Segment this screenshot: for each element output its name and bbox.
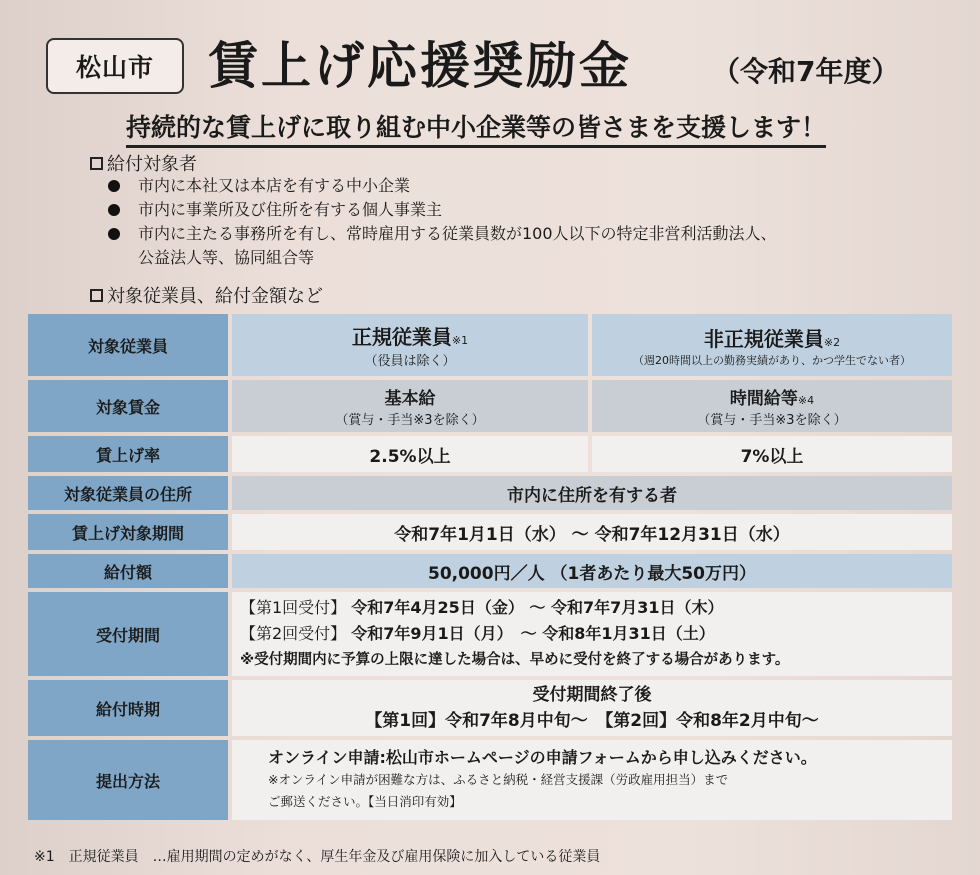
page-title: 賃上げ応援奨励金 [208, 36, 632, 95]
bullet-icon [108, 204, 120, 216]
cell-value: 【第1回受付】 令和7年4月25日（金） ～ 令和7年7月31日（木） 【第2回受付】 令和7年9月1日（月） ～ 令和8年1月31日（土） ※受付期間内に予算の上限に達した場合は、早めに受付を終了する場合があります。 [232, 592, 952, 676]
benefit-table [28, 314, 958, 824]
cell-nonregular: 時間給等※4 （賞与・手当※3を除く） [592, 380, 952, 432]
row-header: 賃上げ率 [28, 436, 228, 472]
cell-value: 市内に住所を有する者 [232, 476, 952, 510]
section-amount-heading [90, 282, 323, 308]
fiscal-year: （令和7年度） [712, 55, 900, 88]
checkbox-icon [90, 289, 103, 302]
list-item-continuation: 公益法人等、協同組合等 [138, 248, 315, 267]
bullet-icon [108, 180, 120, 192]
cell-regular: 正規従業員※1 （役員は除く） [232, 314, 588, 376]
subtitle: 持続的な賃上げに取り組む中小企業等の皆さまを支援します！ [126, 108, 826, 148]
table-row [28, 592, 958, 676]
row-header: 給付時期 [28, 680, 228, 736]
row-header: 対象賃金 [28, 380, 228, 432]
section-amount-title: 対象従業員、給付金額など [107, 286, 323, 307]
list-item: 市内に事業所及び住所を有する個人事業主 [106, 198, 777, 222]
cell-value: 50,000円／人 （1者あたり最大50万円） [232, 554, 952, 588]
cell-value: オンライン申請:松山市ホームページの申請フォームから申し込みください。 ※オンライン申請が困難な方は、ふるさと納税・経営支援課（労政雇用担当）まで ご郵送ください。【当日消印有効】 [232, 740, 952, 820]
cell-value: 令和7年1月1日（水） ～ 令和7年12月31日（水） [232, 514, 952, 550]
table-row [28, 554, 958, 588]
section-eligible-heading [90, 150, 197, 176]
row-header: 給付額 [28, 554, 228, 588]
footnote: ※1 正規従業員 …雇用期間の定めがなく、厚生年金及び雇用保険に加入している従業員 [34, 849, 601, 865]
table-row [28, 740, 958, 820]
cell-value: 受付期間終了後 【第1回】令和7年8月中旬～ 【第2回】令和8年2月中旬～ [232, 680, 952, 736]
bullet-icon [108, 228, 120, 240]
row-header: 対象従業員 [28, 314, 228, 376]
table-row [28, 436, 958, 472]
section-eligible-title: 給付対象者 [107, 154, 197, 175]
table-row [28, 476, 958, 510]
city-label: 松山市 [46, 38, 184, 94]
row-header: 対象従業員の住所 [28, 476, 228, 510]
cell-nonregular: 7%以上 [592, 436, 952, 472]
list-item: 市内に主たる事務所を有し、常時雇用する従業員数が100人以下の特定非営利活動法人、 [106, 222, 777, 246]
list-item: 市内に本社又は本店を有する中小企業 [106, 174, 777, 198]
table-row [28, 380, 958, 432]
cell-regular: 基本給 （賞与・手当※3を除く） [232, 380, 588, 432]
cell-nonregular: 非正規従業員※2 （週20時間以上の勤務実績があり、かつ学生でない者） [592, 314, 952, 376]
table-row [28, 680, 958, 736]
row-header: 提出方法 [28, 740, 228, 820]
table-row [28, 514, 958, 550]
row-header: 受付期間 [28, 592, 228, 676]
row-header: 賃上げ対象期間 [28, 514, 228, 550]
table-row [28, 314, 958, 376]
cell-regular: 2.5%以上 [232, 436, 588, 472]
eligible-list [106, 174, 777, 270]
checkbox-icon [90, 157, 103, 170]
